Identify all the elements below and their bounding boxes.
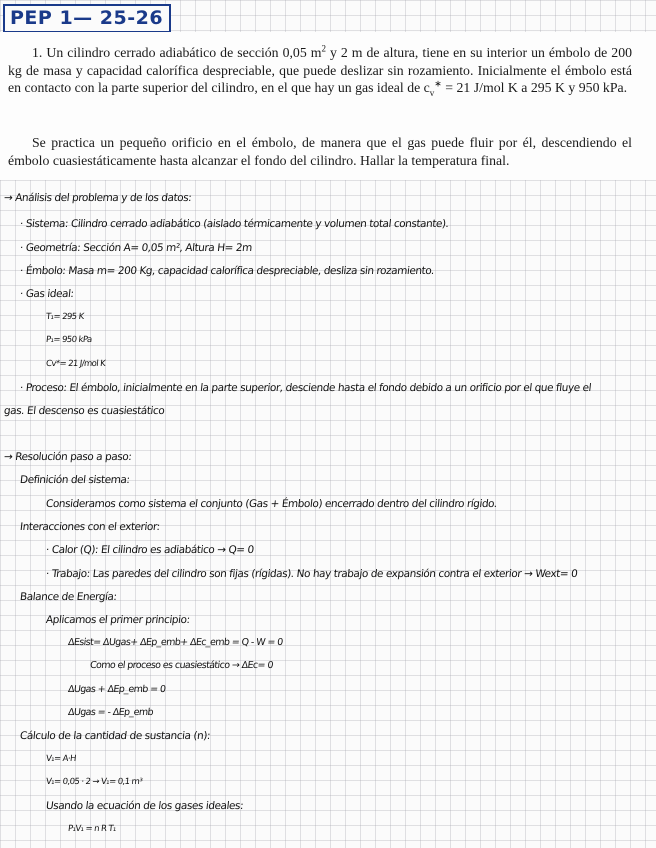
notes-subheading-interactions: Interacciones con el exterior: — [19, 521, 161, 533]
notes-subheading-moles: Cálculo de la cantidad de sustancia (n): — [19, 730, 211, 742]
notes-line-process-cont: gas. El descenso es cuasiestático — [3, 405, 165, 417]
notes-subheading-energy: Balance de Energía: — [19, 591, 118, 603]
notes-line-geometry: · Geometría: Sección A= 0,05 m², Altura H= 2m — [19, 242, 253, 254]
notes-eq-du-dep: ΔUgas + ΔEp_emb = 0 — [67, 684, 166, 695]
notes-line-first-principle: Aplicamos el primer principio: — [45, 614, 191, 626]
page-title-box — [3, 4, 171, 33]
problem-statement — [0, 32, 656, 180]
notes-line-cv: Cv*= 21 J/mol K — [45, 359, 106, 369]
notes-line-p1: P₁= 950 kPa — [45, 335, 93, 345]
problem-paragraph-2: Se practica un pequeño orificio en el émbolo, de manera que el gas puede fluir por él, descendiendo el émbolo cuasiestáticamente hasta alcanzar el fondo del cilindro. Hallar la temperatura final. — [8, 135, 632, 168]
notes-eq-volume-value: V₁= 0,05 · 2 → V₁= 0,1 m³ — [45, 777, 143, 787]
notes-eq-volume: V₁= A·H — [45, 754, 77, 764]
notes-eq-energy-balance: ΔEsist= ΔUgas+ ΔEp_emb+ ΔEc_emb = Q - W = 0 — [67, 637, 284, 648]
notes-line-t1: T₁= 295 K — [45, 312, 85, 322]
notes-eq-ideal-gas: P₁V₁ = n R T₁ — [67, 824, 117, 834]
notes-line-system: · Sistema: Cilindro cerrado adiabático (aislado térmicamente y volumen total constante). — [19, 218, 450, 230]
notes-heading-resolution: → Resolución paso a paso: — [3, 451, 133, 463]
handwritten-notes — [0, 180, 656, 848]
notes-line-system-def: Consideramos como sistema el conjunto (Gas + Émbolo) encerrado dentro del cilindro rígido. — [45, 498, 498, 510]
p1-sub: v — [429, 87, 435, 98]
page-title: PEP 1— 25-26 — [10, 7, 164, 29]
notes-subheading-system: Definición del sistema: — [19, 474, 131, 486]
p1-text-b: y 2 m de altura, tiene en su interior un émbolo de 200 kg de masa y capacidad calorífica despreciable, que puede deslizar sin rozamiento. Inicialmente el émbolo está en contacto con la parte superior del cilindro, en el que hay un gas ideal de c — [8, 45, 632, 95]
p1-sup-star: ∗ — [434, 78, 442, 89]
notes-eq-du: ΔUgas = - ΔEp_emb — [67, 707, 154, 718]
problem-paragraph-1 — [8, 44, 632, 97]
p1-text-d: = 21 J/mol K a 295 K y 950 kPa. — [441, 80, 628, 95]
notes-heading-analysis: → Análisis del problema y de los datos: — [3, 192, 192, 204]
notes-line-process: · Proceso: El émbolo, inicialmente en la parte superior, desciende hasta el fondo debido a un orificio por el que fluye el — [19, 382, 592, 394]
notes-line-ideal-gas: Usando la ecuación de los gases ideales: — [45, 800, 244, 812]
notes-line-gas: · Gas ideal: — [19, 288, 75, 300]
notes-line-piston: · Émbolo: Masa m= 200 Kg, capacidad calorífica despreciable, desliza sin rozamiento. — [19, 265, 435, 277]
p1-text-a: 1. Un cilindro cerrado adiabático de sección 0,05 m — [32, 45, 322, 60]
p1-sup: 2 — [321, 43, 326, 54]
notes-line-work: · Trabajo: Las paredes del cilindro son fijas (rígidas). No hay trabajo de expansión contra el exterior → Wext= 0 — [45, 568, 578, 580]
notes-line-quasistatic: Como el proceso es cuasiestático → ΔEc= 0 — [89, 660, 274, 671]
notes-line-heat: · Calor (Q): El cilindro es adiabático → Q= 0 — [45, 544, 255, 556]
